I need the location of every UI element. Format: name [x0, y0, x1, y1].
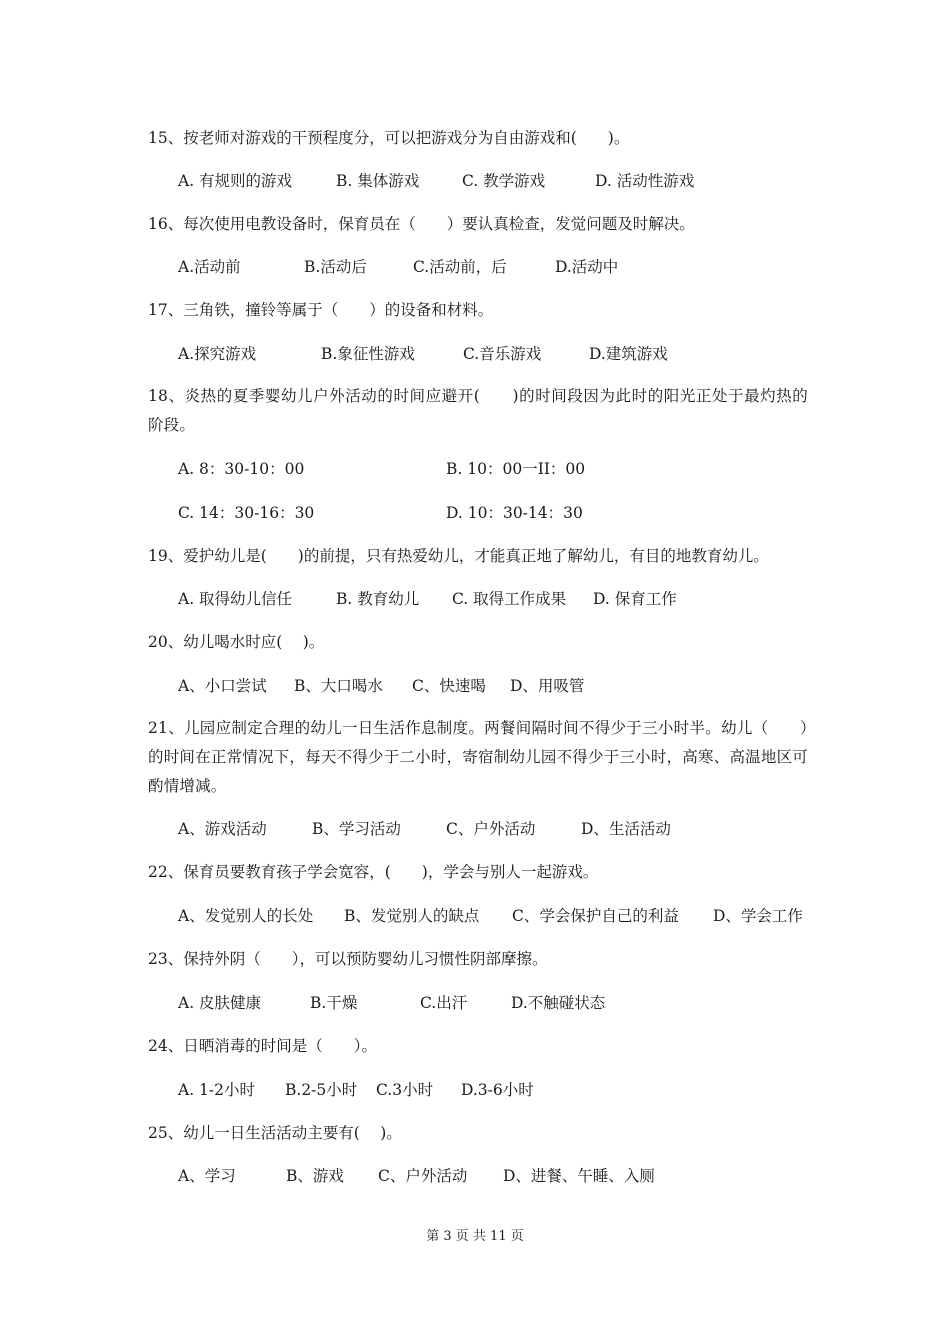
page-footer: 第 3 页 共 11 页	[426, 1229, 524, 1244]
option-b: B、大口喝水	[294, 677, 383, 695]
option-c: C、户外活动	[446, 820, 536, 838]
option-c: C、户外活动	[378, 1167, 468, 1185]
question-22-stem: 22、保育员要教育孩子学会宽容，( )，学会与别人一起游戏。	[148, 863, 599, 881]
option-a: A. 皮肤健康	[178, 994, 262, 1012]
option-d: D. 保育工作	[593, 590, 677, 608]
option-b: B.象征性游戏	[321, 345, 415, 363]
option-b: B. 教育幼儿	[336, 590, 420, 608]
option-c: C.活动前，后	[413, 258, 507, 276]
question-17-stem: 17、三角铁，撞铃等属于（ ）的设备和材料。	[148, 301, 494, 319]
option-d: D.建筑游戏	[589, 345, 668, 363]
question-22-options	[178, 905, 803, 927]
option-d: D. 10：30-14：30	[446, 504, 583, 522]
option-a: A. 1-2小时	[178, 1081, 256, 1099]
option-b: B、发觉别人的缺点	[344, 907, 480, 925]
option-a: A. 有规则的游戏	[178, 172, 293, 190]
option-a: A、发觉别人的长处	[178, 907, 314, 925]
option-d: D、生活活动	[581, 820, 671, 838]
option-d: D.3-6小时	[461, 1081, 534, 1099]
option-c: C、快速喝	[412, 677, 486, 695]
question-19-stem: 19、爱护幼儿是( )的前提，只有热爱幼儿，才能真正地了解幼儿，有目的地教育幼儿。	[148, 547, 769, 565]
option-c: C、学会保护自己的利益	[512, 907, 679, 925]
question-21-stem: 21、儿园应制定合理的幼儿一日生活作息制度。两餐间隔时间不得少于三小时半。幼儿（ ）的时间在正常情况下，每天不得少于二小时，寄宿制幼儿园不得少于三小时，高寒、高温地区可酌情增减。	[148, 719, 808, 795]
option-a: A、小口尝试	[178, 677, 267, 695]
question-25-options	[178, 1165, 655, 1187]
question-15-stem: 15、按老师对游戏的干预程度分，可以把游戏分为自由游戏和( )。	[148, 129, 630, 147]
question-25-stem: 25、幼儿一日生活活动主要有( )。	[148, 1124, 402, 1142]
option-a: A、游戏活动	[178, 820, 267, 838]
option-d: D、进餐、午睡、入厕	[503, 1167, 655, 1185]
question-24-stem: 24、日晒消毒的时间是（ ）。	[148, 1037, 377, 1055]
question-17-options	[178, 343, 668, 365]
question-18-options-row1	[178, 458, 585, 480]
question-21-options	[178, 818, 671, 840]
option-b: B、学习活动	[312, 820, 401, 838]
option-d: D.不触碰状态	[511, 994, 606, 1012]
option-c: C.音乐游戏	[463, 345, 542, 363]
option-c: C.3小时	[376, 1081, 434, 1099]
question-18-options-row2	[178, 502, 583, 524]
option-d: D.活动中	[555, 258, 619, 276]
option-b: B. 集体游戏	[336, 172, 420, 190]
question-23-stem: 23、保持外阴（ ），可以预防婴幼儿习惯性阴部摩擦。	[148, 950, 548, 968]
option-b: B.干燥	[310, 994, 358, 1012]
question-20-stem: 20、幼儿喝水时应( )。	[148, 633, 325, 651]
option-a: A.活动前	[178, 258, 241, 276]
question-24-options	[178, 1079, 534, 1101]
question-16-options	[178, 256, 618, 278]
question-23-options	[178, 992, 605, 1014]
option-b: B.活动后	[304, 258, 367, 276]
question-16-stem: 16、每次使用电教设备时，保育员在（ ）要认真检查，发觉问题及时解决。	[148, 215, 695, 233]
question-18-stem: 18、炎热的夏季婴幼儿户外活动的时间应避开( )的时间段因为此时的阳光正处于最灼热的阶段。	[148, 387, 808, 434]
option-b: B. 10：00一II：00	[446, 460, 586, 478]
option-a: A. 取得幼儿信任	[178, 590, 293, 608]
option-b: B.2-5小时	[285, 1081, 358, 1099]
option-b: B、游戏	[286, 1167, 344, 1185]
option-a: A.探究游戏	[178, 345, 257, 363]
option-c: C. 取得工作成果	[452, 590, 567, 608]
option-d: D、用吸管	[510, 677, 585, 695]
question-19-options	[178, 588, 677, 610]
option-d: D. 活动性游戏	[595, 172, 695, 190]
option-c: C. 教学游戏	[462, 172, 546, 190]
option-a: A、学习	[178, 1167, 236, 1185]
option-c: C. 14：30-16：30	[178, 504, 315, 522]
question-15-options	[178, 170, 694, 192]
option-d: D、学会工作	[713, 907, 803, 925]
option-a: A. 8：30-10：00	[178, 460, 305, 478]
question-20-options	[178, 675, 584, 697]
option-c: C.出汗	[420, 994, 468, 1012]
